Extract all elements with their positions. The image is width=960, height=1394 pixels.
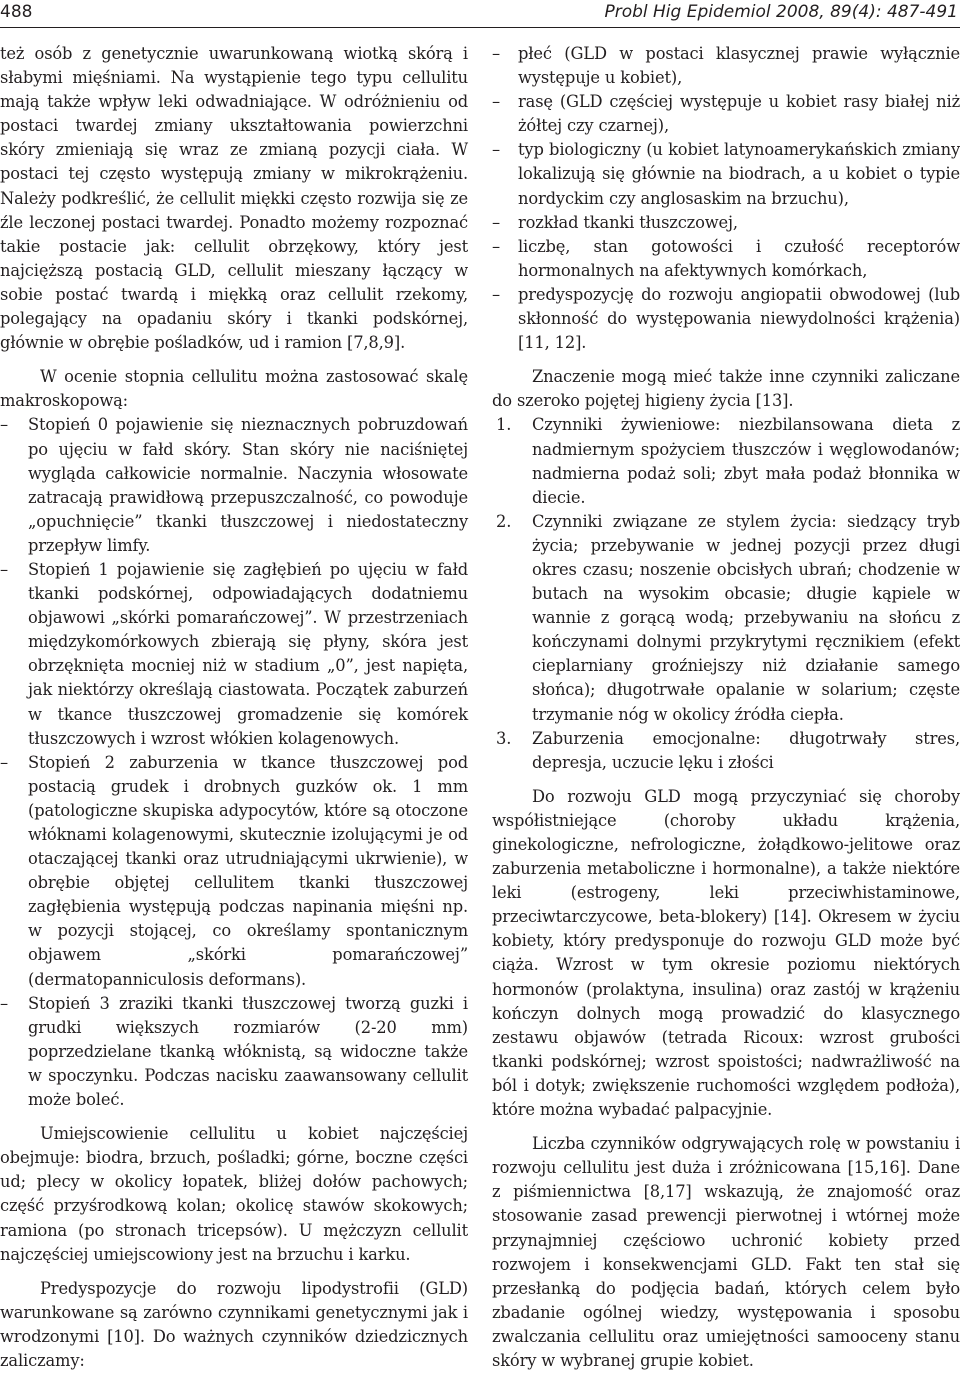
left-column [0,42,468,1373]
hereditary-item: – płeć (GLD w postaci klasycznej prawie wyłącznie występuje u kobiet), [492,42,960,90]
header-rule [0,27,960,28]
paragraph-lifestyle-intro: Znaczenie mogą mieć także inne czynniki zaliczane do szeroko pojętej higieny życia [13]. [492,367,960,411]
factor-number: 2. [496,511,512,531]
running-header [0,0,960,26]
paragraph-predispositions: Predyspozycje do rozwoju lipodystrofii (GLD) warunkowane są zarówno czynnikami genetycznymi jak i wrodzonymi [10]. Do ważnych czynników dziedzicznych zaliczamy: [0,1278,468,1370]
stage-item-3: – Stopień 3 zraziki tkanki tłuszczowej tworzą guzki i grudki większych rozmiarów (2-20 mm) poprzedzielane tkanką włóknistą, są widoczne także w spoczynku. Podczas nacisku zaawansowany cellulit może boleć. [0,992,468,1112]
factor-text: Zaburzenia emocjonalne: długotrwały stres, depresja, uczucie lęku i złości [532,728,960,772]
stage-item-1: – Stopień 1 pojawienie się zagłębień po ujęciu w fałd tkanki podskórnej, odpowiadających dodatniemu objawowi „skórki pomarańczowej”. W przestrzeniach międzykomórkowych zbierają się płyny, skóra jest obrzęknięta mocniej niż w stadium „0”, jest napięta, jak niektórzy określają ciastowata. Początek zaburzeń w tkance tłuszczowej gromadzenie się komórek tłuszczowych i wzrost włókien kolagenowych. [0,558,468,751]
stage-item-2: – Stopień 2 zaburzenia w tkance tłuszczowej pod postacią grudek i drobnych guzków ok. 1 mm (patologiczne skupiska adypocytów, które są otoczone włóknami kolagenowymi, skutecznie izolującymi je od otaczającej tkanki oraz utrudniającymi ukrwienie), w obrębie objętej cellulitem tkanki tłuszczowej zagłębienia występują podczas napinania mięśni np. w pozycji stojącej, co określamy spontanicznym objawem „skórki pomarańczowej” (dermatopanniculosis deformans). [0,751,468,992]
page-number: 488 [0,2,33,22]
hereditary-item: – typ biologiczny (u kobiet latynoamerykańskich zmiany lokalizują się głównie na biodrach, a u kobiet o typie nordyckim czy anglosaskim na brzuchu), [492,138,960,210]
paragraph-localization: Umiejscowienie cellulitu u kobiet najczęściej obejmuje: biodra, brzuch, pośladki; górne, boczne części ud; plecy w okolicy łopatek, bliżej dołów pachowych; część przyśrodkową kolan; okolicę stawów skokowych; ramiona (po stronach tricepsów). U mężczyzn cellulit najczęściej umiejscowiony jest na brzuchu i karku. [0,1124,468,1264]
factor-text: Czynniki żywieniowe: niezbilansowana dieta z nadmiernym spożyciem tłuszczów i węglowodanów; nadmierna podaż soli; zbyt mała podaż błonnika w diecie. [532,415,960,507]
paragraph-cellulite-types: też osób z genetycznie uwarunkowaną wiotką skórą i słabymi mięśniami. Na wystąpienie tego typu cellulitu mają także wpływ leki odwadniające. W odróżnieniu od postaci twardej zmiany ukształtowania powierzchni skóry zmieniają się wraz ze zmianą pozycji ciała. W postaci tej często występują zmiany w mikrokrążeniu. Należy podkreślić, że cellulit miękki często rozwija się ze źle leczonej postaci twardej. Ponadto możemy rozpoznać takie postacie jak: cellulit obrzękowy, który jest najcięższą postacią GLD, cellulit mieszany łączący w sobie postać twardą i miękką oraz cellulit rzekomy, polegający na opadaniu skóry i tkanki podskórnej, głównie w obrębie pośladków, ud i ramion [7,8,9]. [0,44,468,353]
factor-text: Czynniki związane ze stylem życia: siedzący tryb życia; przebywanie w jednej pozycji przez długi okres czasu; noszenie obcisłych ubrań; chodzenie w butach na wysokim obcasie; długie kąpiele w wannie z gorącą wodą; przebywaniu na słońcu z kończynami dolnymi przykrytymi ręcznikiem (efekt cieplarniany groźniejszy niż działanie samego słońca); długotrwałe opalanie w solarium; częste trzymanie nóg w okolicy źródła ciepła. [532,511,960,724]
hereditary-item: – predyspozycję do rozwoju angiopatii obwodowej (lub skłonność do występowania niewydolności krążenia) [11, 12]. [492,283,960,355]
factor-number: 1. [496,415,512,435]
journal-reference: Probl Hig Epidemiol 2008, 89(4): 487-491 [604,2,958,22]
right-column [492,42,960,1373]
paragraph-study-aim: Liczba czynników odgrywających rolę w powstaniu i rozwoju cellulitu jest duża i zróżnicowana [15,16]. Dane z piśmiennictwa [8,17] wskazują, że znajomość oraz stosowanie zasad prewencji pierwotnej i wtórnej może przynajmniej częściowo uchronić kobiety przed rozwojem i konsekwencjami GLD. Fakt ten stał się przesłanką do podjęcia badań, których celem było zbadanie ogólnej wiedzy, występowania i sposobu zwalczania cellulitu oraz umiejętności samooceny stanu skóry w wybranej grupie kobiet. [492,1134,960,1370]
factor-item [492,727,960,775]
factor-item [492,510,960,727]
stage-list [0,413,468,1112]
hereditary-factors-list [492,42,960,355]
hereditary-item: – rasę (GLD częściej występuje u kobiet rasy białej niż żółtej czy czarnej), [492,90,960,138]
paragraph-comorbidities: Do rozwoju GLD mogą przyczyniać się choroby współistniejące (choroby układu krążenia, ginekologiczne, nefrologiczne, żołądkowo-jelitowe oraz zaburzenia metaboliczne i hormonalne), a także niektóre leki (estrogeny, leki przeciwhistaminowe, przeciwtarczycowe, beta-blokery) [14]. Okresem w życiu kobiety, który predysponuje do rozwoju GLD może być ciąża. Wzrost w tym okresie poziomu niektórych hormonów (prolaktyna, insulina) oraz zastój w krążeniu kończyn dolnych mogą prowadzić do klasycznego zestawu objawów (tetrada Ricoux: wzrost grubości tkanki podskórnej; wzrost spoistości; nadwrażliwość na ból i dotyk; zwiększenie ruchomości względem podłoża), które można wybadać palpacyjnie. [492,786,960,1120]
paragraph-scale-intro: W ocenie stopnia cellulitu można zastosować skalę makroskopową: [0,367,468,411]
factor-number: 3. [496,728,512,748]
factor-item [492,413,960,509]
hereditary-item: – rozkład tkanki tłuszczowej, [492,211,960,235]
hereditary-item: – liczbę, stan gotowości i czułość receptorów hormonalnych na afektywnych komórkach, [492,235,960,283]
lifestyle-factors-list [492,413,960,774]
stage-item-0: – Stopień 0 pojawienie się nieznacznych pobruzdowań po ujęciu w fałd skóry. Stan skóry nie naciśniętej wygląda całkowicie normalnie. Naczynia włosowate zatracają prawidłową przepuszczalność, co powoduje „opuchnięcie” tkanki tłuszczowej i niedostateczny przepływ limfy. [0,413,468,558]
